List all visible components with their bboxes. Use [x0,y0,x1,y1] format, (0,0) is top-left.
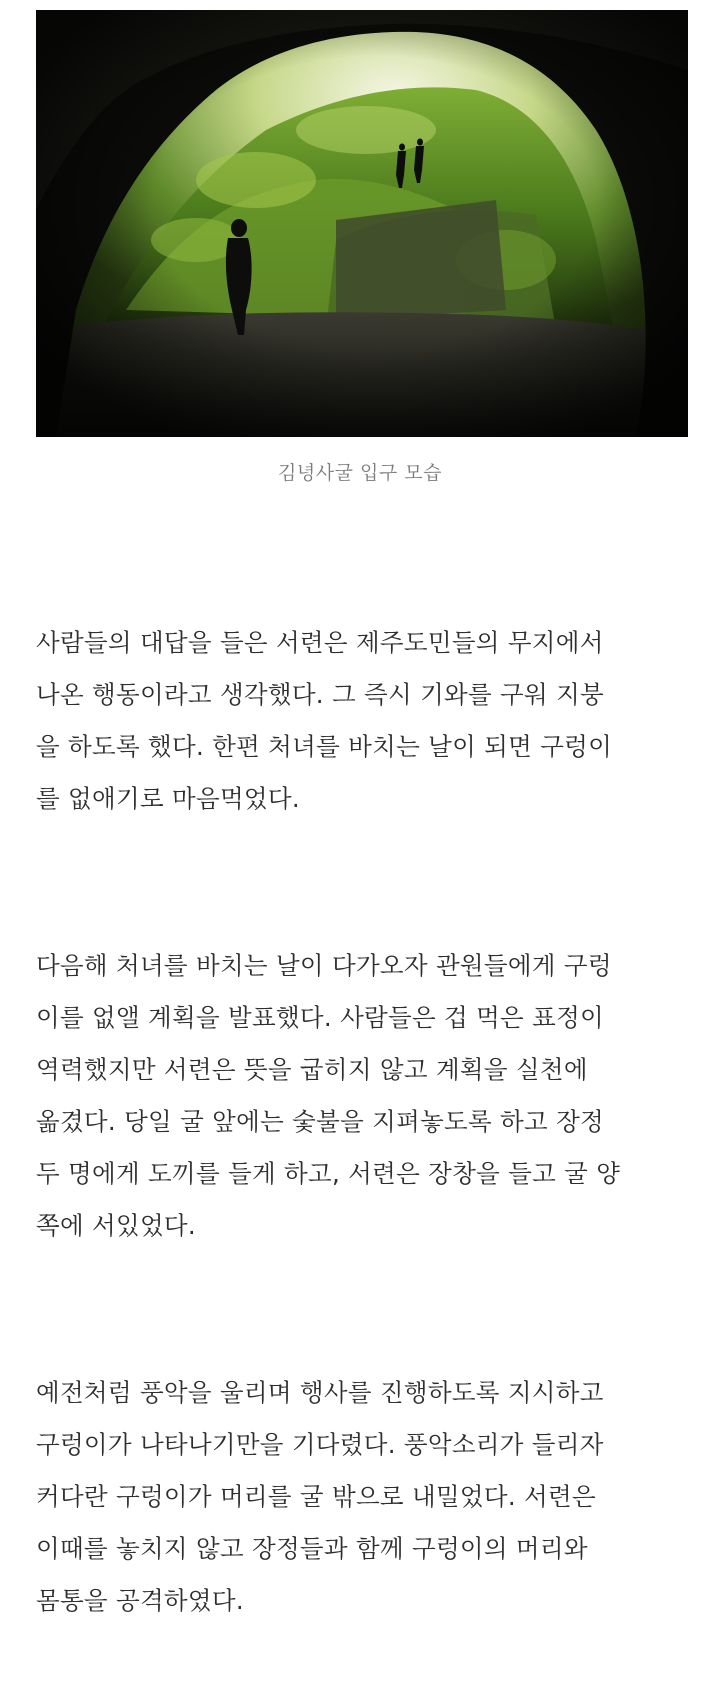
paragraph-line: 다음해 처녀를 바치는 날이 다가오자 관원들에게 구렁 [36,951,612,980]
paragraph-line: 커다란 구렁이가 머리를 굴 밖으로 내밀었다. 서련은 [36,1482,596,1511]
paragraph-line: 쪽에 서있었다. [36,1211,196,1240]
paragraph-line: 구렁이가 나타나기만을 기다렸다. 풍악소리가 들리자 [36,1430,604,1459]
paragraph-line: 몸통을 공격하였다. [36,1586,244,1615]
paragraph-line: 나온 행동이라고 생각했다. 그 즉시 기와를 구워 지붕 [36,680,605,709]
paragraph-line: 사람들의 대답을 들은 서련은 제주도민들의 무지에서 [36,628,604,657]
paragraph-line: 두 명에게 도끼를 들게 하고, 서련은 장창을 들고 굴 양 [36,1159,621,1188]
paragraph-line: 을 하도록 했다. 한편 처녀를 바치는 날이 되면 구렁이 [36,732,613,761]
paragraph-line: 예전처럼 풍악을 울리며 행사를 진행하도록 지시하고 [36,1378,604,1407]
paragraph-line: 를 없애기로 마음먹었다. [36,784,300,813]
paragraph-line: 이때를 놓치지 않고 장정들과 함께 구렁이의 머리와 [36,1534,588,1563]
article-paragraph-1 [36,617,686,825]
article-paragraph-3 [36,1367,686,1627]
photo-caption: 김녕사굴 입구 모습 [278,462,442,484]
article-paragraph-2 [36,940,686,1252]
cave-entrance-photo [36,10,688,437]
paragraph-line: 역력했지만 서련은 뜻을 굽히지 않고 계획을 실천에 [36,1055,588,1084]
paragraph-line: 옮겼다. 당일 굴 앞에는 숯불을 지펴놓도록 하고 장정 [36,1107,605,1136]
cave-photo-illustration [36,10,688,437]
paragraph-line: 이를 없앨 계획을 발표했다. 사람들은 겁 먹은 표정이 [36,1003,605,1032]
